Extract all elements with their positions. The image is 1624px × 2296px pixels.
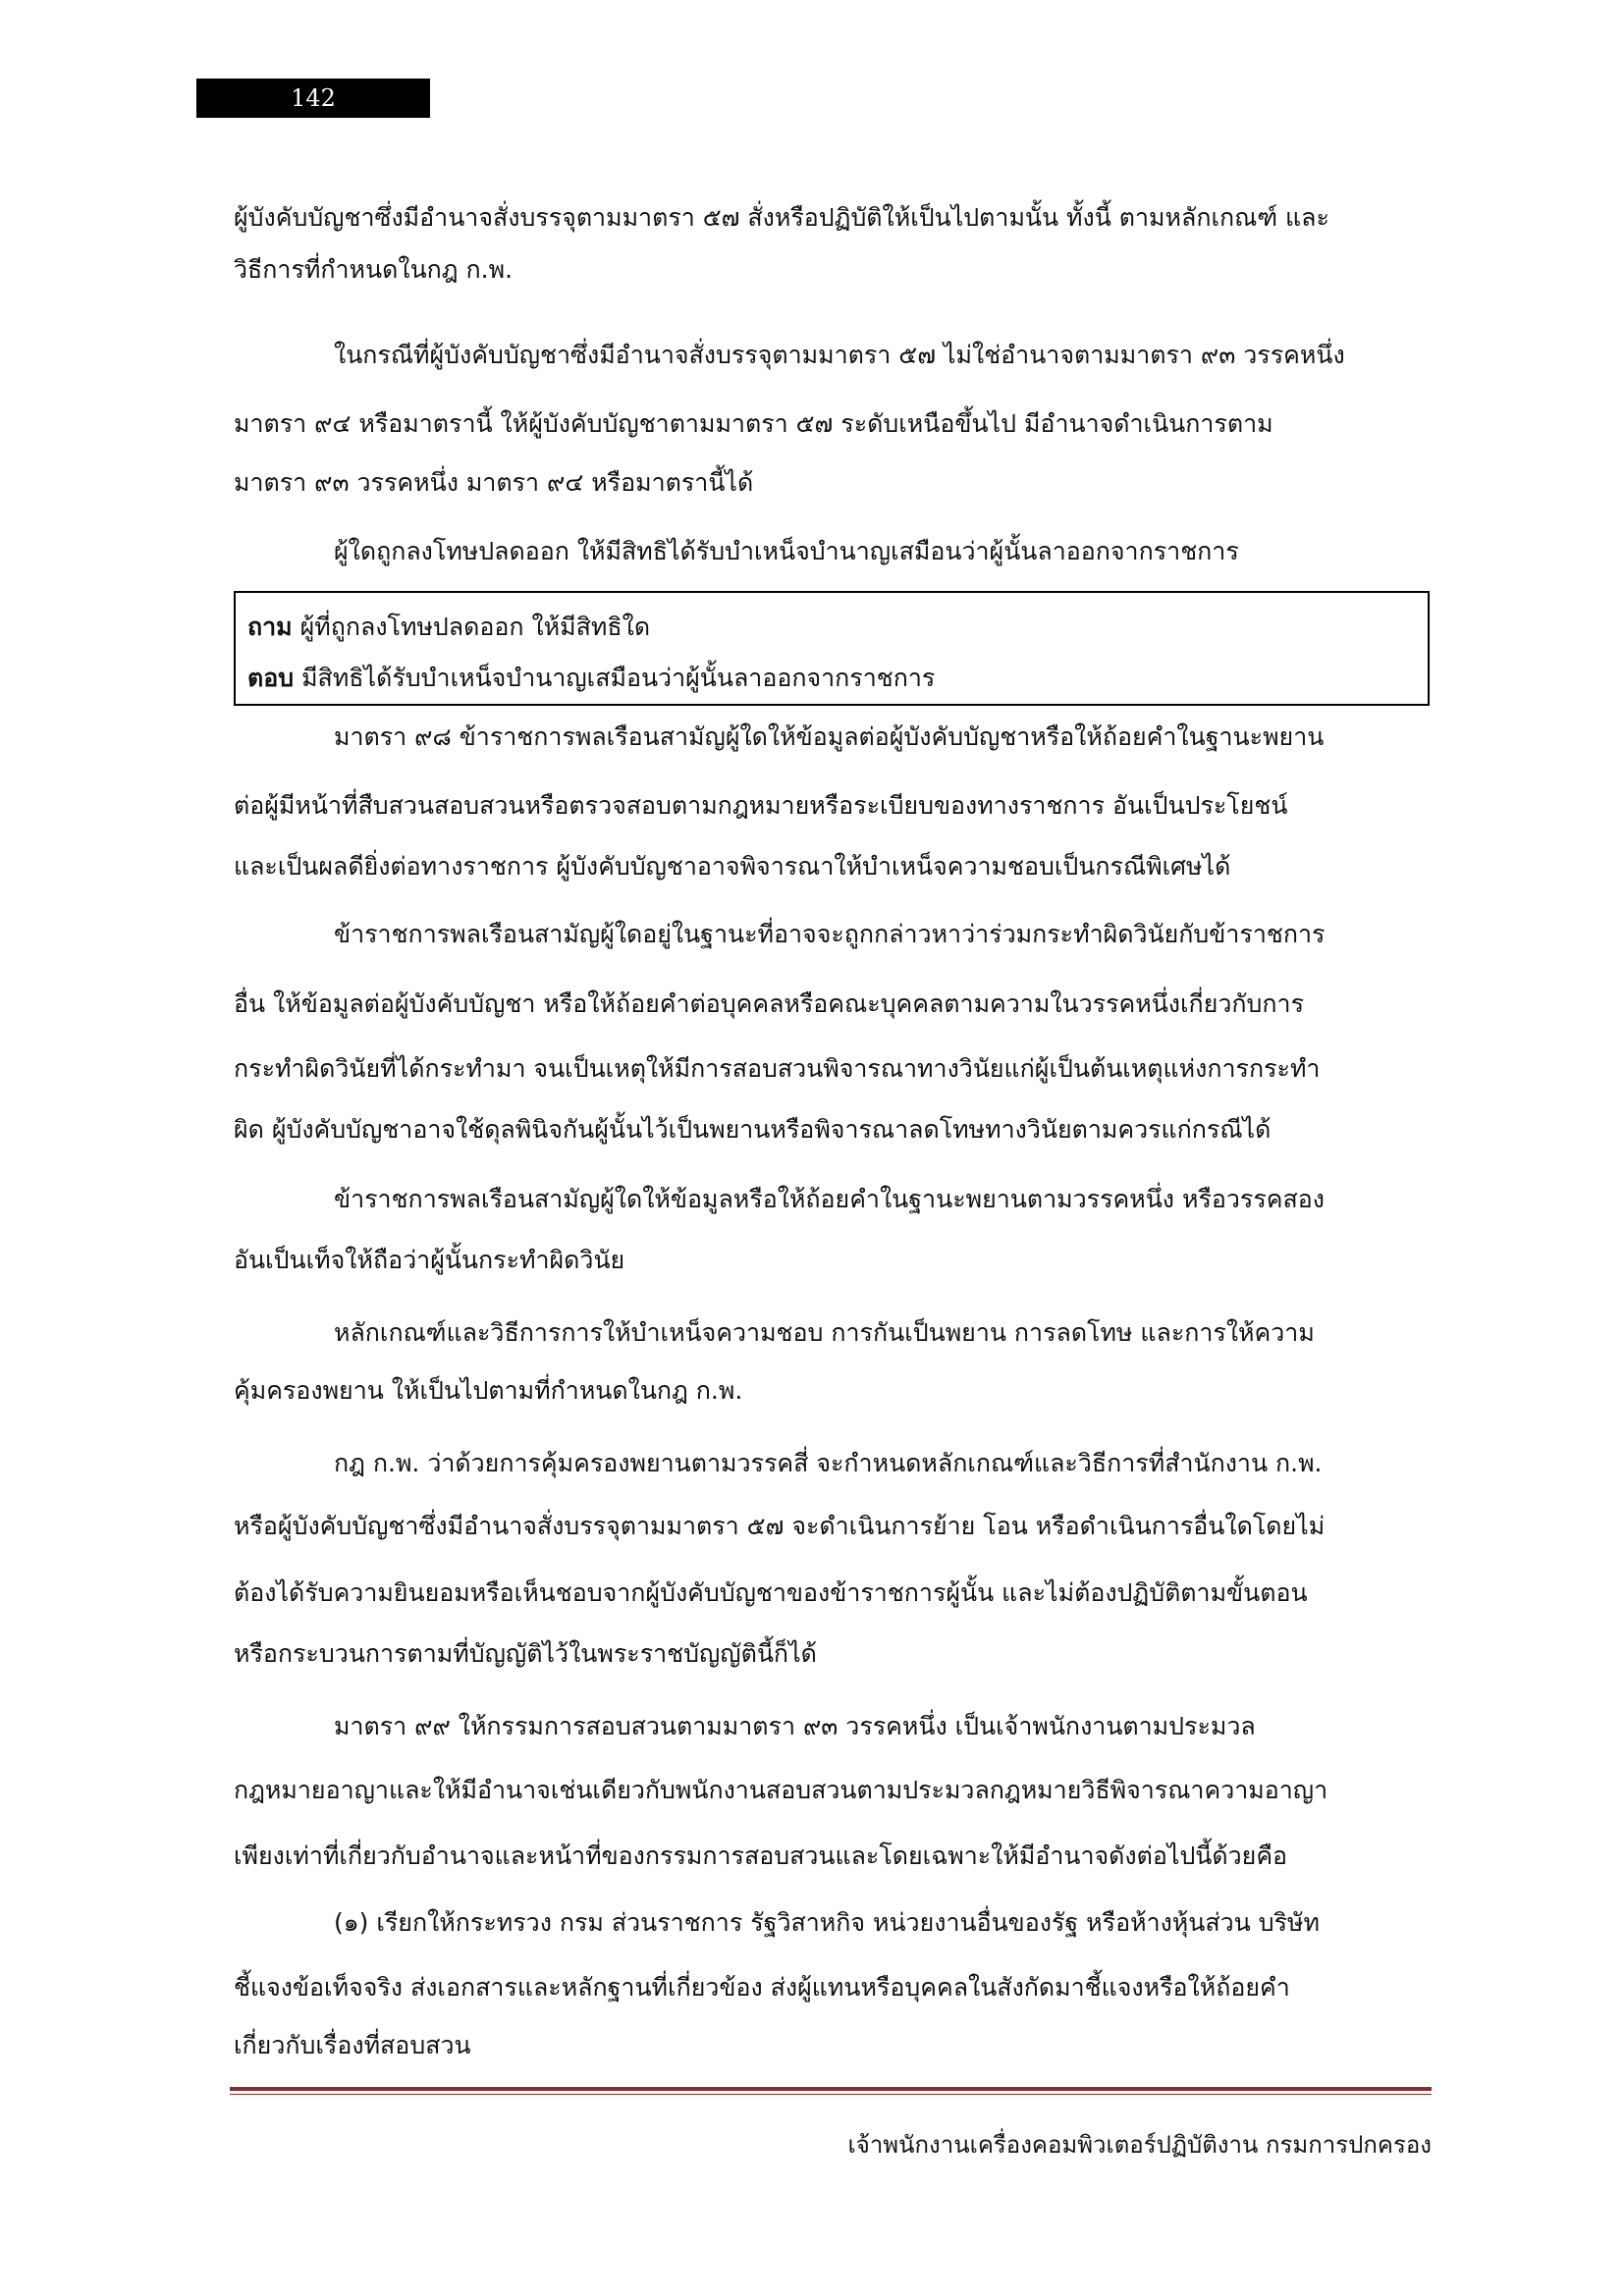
- question-text: ผู้ที่ถูกลงโทษปลดออก ให้มีสิทธิใด: [299, 613, 651, 641]
- body-line: (๑) เรียกให้กระทรวง กรม ส่วนราชการ รัฐวิสาหกิจ หน่วยงานอื่นของรัฐ หรือห้างหุ้นส่วน บริษัท: [334, 1908, 1320, 1937]
- paragraph-line: ผู้บังคับบัญชาซึ่งมีอำนาจสั่งบรรจุตามมาตรา ๕๗ สั่งหรือปฏิบัติให้เป็นไปตามนั้น ทั้งนี้ ตามหลักเกณฑ์ และ: [234, 203, 1329, 232]
- question-label: ถาม: [247, 613, 293, 641]
- body-line: ต่อผู้มีหน้าที่สืบสวนสอบสวนหรือตรวจสอบตามกฎหมายหรือระเบียบของทางราชการ อันเป็นประโยชน์: [234, 791, 1288, 820]
- body-line: ผิด ผู้บังคับบัญชาอาจใช้ดุลพินิจกันผู้นั้นไว้เป็นพยานหรือพิจารณาลดโทษทางวินัยตามควรแก่กรณีได้: [234, 1115, 1272, 1144]
- body-line: ข้าราชการพลเรือนสามัญผู้ใดให้ข้อมูลหรือให้ถ้อยคำในฐานะพยานตามวรรคหนึ่ง หรือวรรคสอง: [334, 1185, 1325, 1213]
- body-line: กฎ ก.พ. ว่าด้วยการคุ้มครองพยานตามวรรคสี่ จะกำหนดหลักเกณฑ์และวิธีการที่สำนักงาน ก.พ.: [334, 1449, 1323, 1477]
- body-line: หลักเกณฑ์และวิธีการการให้บำเหน็จความชอบ การกันเป็นพยาน การลดโทษ และการให้ความ: [334, 1318, 1315, 1347]
- answer-line: [247, 662, 935, 695]
- body-line: ชี้แจงข้อเท็จจริง ส่งเอกสารและหลักฐานที่เกี่ยวข้อง ส่งผู้แทนหรือบุคคลในสังกัดมาชี้แจงหรือให้ถ้อยคำ: [234, 1973, 1290, 2002]
- page-footer: เจ้าพนักงานเครื่องคอมพิวเตอร์ปฏิบัติงาน กรมการปกครอง: [847, 2131, 1432, 2159]
- body-line: และเป็นผลดียิ่งต่อทางราชการ ผู้บังคับบัญชาอาจพิจารณาให้บำเหน็จความชอบเป็นกรณีพิเศษได้: [234, 852, 1231, 881]
- body-line: คุ้มครองพยาน ให้เป็นไปตามที่กำหนดในกฎ ก.พ.: [234, 1376, 743, 1405]
- body-line: อื่น ให้ข้อมูลต่อผู้บังคับบัญชา หรือให้ถ้อยคำต่อบุคคลหรือคณะบุคคลตามความในวรรคหนึ่งเกี่ยวกับการ: [234, 989, 1304, 1018]
- footer-rule: [230, 2087, 1432, 2091]
- body-line: เพียงเท่าที่เกี่ยวกับอำนาจและหน้าที่ของกรรมการสอบสวนและโดยเฉพาะให้มีอำนาจดังต่อไปนี้ด้วยคือ: [234, 1842, 1288, 1870]
- body-line: กฎหมายอาญาและให้มีอำนาจเช่นเดียวกับพนักงานสอบสวนตามประมวลกฎหมายวิธีพิจารณาความอาญา: [234, 1776, 1328, 1804]
- answer-text: มีสิทธิได้รับบำเหน็จบำนาญเสมือนว่าผู้นั้นลาออกจากราชการ: [301, 664, 936, 692]
- body-line: มาตรา ๙๙ ให้กรรมการสอบสวนตามมาตรา ๙๓ วรรคหนึ่ง เป็นเจ้าพนักงานตามประมวล: [334, 1712, 1256, 1740]
- body-line: หรือผู้บังคับบัญชาซึ่งมีอำนาจสั่งบรรจุตามมาตรา ๕๗ จะดำเนินการย้าย โอน หรือดำเนินการอื่นใดโดยไม่: [234, 1512, 1326, 1540]
- paragraph-line: วิธีการที่กำหนดในกฎ ก.พ.: [234, 255, 514, 284]
- body-line: อันเป็นเท็จให้ถือว่าผู้นั้นกระทำผิดวินัย: [234, 1246, 625, 1274]
- answer-label: ตอบ: [247, 664, 295, 692]
- paragraph-line: มาตรา ๙๔ หรือมาตรานี้ ให้ผู้บังคับบัญชาตามมาตรา ๕๗ ระดับเหนือขึ้นไป มีอำนาจดำเนินการตาม: [234, 409, 1273, 438]
- footer-rule-thin: [230, 2094, 1432, 2095]
- paragraph-line: ในกรณีที่ผู้บังคับบัญชาซึ่งมีอำนาจสั่งบรรจุตามมาตรา ๕๗ ไม่ใช่อำนาจตามมาตรา ๙๓ วรรคหนึ่ง: [334, 341, 1345, 369]
- paragraph-line: ผู้ใดถูกลงโทษปลดออก ให้มีสิทธิได้รับบำเหน็จบำนาญเสมือนว่าผู้นั้นลาออกจากราชการ: [334, 537, 1239, 565]
- question-answer-box: [234, 591, 1430, 706]
- question-line: [247, 611, 650, 644]
- body-line: ข้าราชการพลเรือนสามัญผู้ใดอยู่ในฐานะที่อาจจะถูกกล่าวหาว่าร่วมกระทำผิดวินัยกับข้าราชการ: [334, 920, 1326, 948]
- body-line: ต้องได้รับความยินยอมหรือเห็นชอบจากผู้บังคับบัญชาของข้าราชการผู้นั้น และไม่ต้องปฏิบัติตามขั้นตอน: [234, 1578, 1308, 1607]
- body-line: กระทำผิดวินัยที่ได้กระทำมา จนเป็นเหตุให้มีการสอบสวนพิจารณาทางวินัยแก่ผู้เป็นต้นเหตุแห่งการกระทำ: [234, 1054, 1321, 1083]
- body-line: มาตรา ๙๘ ข้าราชการพลเรือนสามัญผู้ใดให้ข้อมูลต่อผู้บังคับบัญชาหรือให้ถ้อยคำในฐานะพยาน: [334, 722, 1325, 751]
- body-line: เกี่ยวกับเรื่องที่สอบสวน: [234, 2031, 471, 2059]
- paragraph-line: มาตรา ๙๓ วรรคหนึ่ง มาตรา ๙๔ หรือมาตรานี้ได้: [234, 468, 754, 497]
- page-number-box: 142: [196, 79, 430, 118]
- body-line: หรือกระบวนการตามที่บัญญัติไว้ในพระราชบัญญัตินี้ก็ได้: [234, 1639, 817, 1668]
